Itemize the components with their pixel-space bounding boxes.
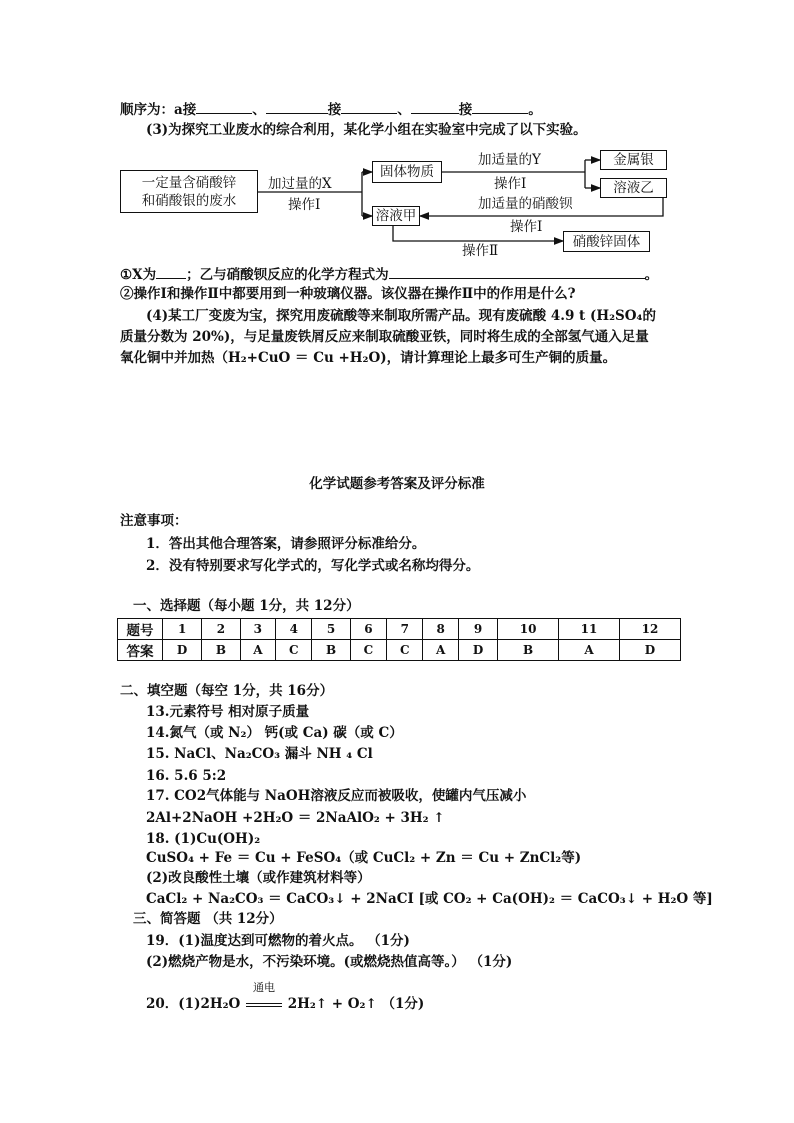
silver-box: 金属银 — [600, 150, 667, 170]
section1-heading: 一、选择题（每小题 1分，共 12分） — [133, 598, 360, 614]
step3-label: 加适量的硝酸钡 — [478, 196, 573, 212]
text: 、 — [397, 102, 411, 118]
q4-line: (4)某工厂变废为宝，探究用废硫酸等来制取所需产品。现有废硫酸 4.9 t (H₂SO₄的 — [146, 308, 656, 324]
step2-operation: 操作Ⅰ — [494, 176, 527, 192]
section3-heading: 三、简答题 （共 12分） — [133, 911, 283, 927]
table-row-numbers — [118, 619, 681, 640]
text: ①X为 — [120, 267, 157, 283]
step3-operation: 操作Ⅰ — [510, 219, 543, 235]
solution-b-box: 溶液乙 — [600, 178, 667, 198]
answer-line: 15. NaCl、Na₂CO₃ 漏斗 NH ₄ Cl — [146, 746, 373, 762]
answer-line: 19．(1)温度达到可燃物的着火点。 （1分) — [146, 933, 410, 949]
answer-line: (2)燃烧产物是水，不污染环境。(或燃烧热值高等。） （1分) — [146, 954, 513, 970]
answer-line: (2)改良酸性土壤（或作建筑材料等） — [146, 870, 371, 886]
solid-box: 固体物质 — [372, 161, 442, 183]
cell: B — [202, 640, 240, 661]
section2-heading: 二、填空题（每空 1分，共 16分） — [120, 683, 334, 699]
answer-line: 16. 5.6 5:2 — [146, 768, 227, 784]
text: 接 — [327, 102, 342, 118]
cell: D — [163, 640, 202, 661]
answer-line: 18. (1)Cu(OH)₂ — [146, 831, 261, 847]
answer-line: 14.氮气（或 N₂） 钙(或 Ca) 碳（或 C） — [146, 725, 403, 741]
row-label: 答案 — [118, 640, 163, 661]
cell: 12 — [619, 619, 680, 640]
text: 顺序为：a接 — [120, 102, 197, 118]
row-label: 题号 — [118, 619, 163, 640]
answer-line: CaCl₂ + Na₂CO₃ ＝ CaCO₃↓ + 2NaCI [或 CO₂ + Ca(OH)₂ ＝ CaCO₃↓ + H₂O 等] — [146, 891, 713, 907]
cell: C — [387, 640, 423, 661]
step1-operation: 操作Ⅰ — [288, 197, 321, 213]
text: 。 — [644, 267, 659, 283]
step1-label: 加过量的X — [268, 176, 332, 192]
text: 20．(1)2H₂O — [146, 996, 241, 1012]
q3-1-line — [120, 264, 658, 284]
answer-line: CuSO₄ + Fe ＝ Cu + FeSO₄（或 CuCl₂ + Zn ＝ Cu + ZnCl₂等) — [146, 850, 582, 866]
cell: A — [423, 640, 458, 661]
note-item: 1．答出其他合理答案，请参照评分标准给分。 — [146, 536, 426, 552]
text: 一定量含硝酸锌 — [141, 174, 237, 191]
cell: A — [240, 640, 275, 661]
answer-line: 2Al+2NaOH +2H₂O ＝ 2NaAlO₂ + 3H₂ ↑ — [146, 810, 445, 826]
cell: 9 — [458, 619, 497, 640]
cell: D — [458, 640, 497, 661]
q3-intro: (3)为探究工业废水的综合利用，某化学小组在实验室中完成了以下实验。 — [146, 122, 587, 138]
notes-heading: 注意事项： — [120, 513, 188, 529]
q20-equation — [146, 981, 425, 1013]
cell: 2 — [202, 619, 240, 640]
cell: 3 — [240, 619, 275, 640]
cell: 6 — [350, 619, 386, 640]
cell: C — [350, 640, 386, 661]
cell: B — [498, 640, 559, 661]
step4-operation: 操作Ⅱ — [462, 243, 499, 259]
step2-label: 加适量的Y — [478, 152, 541, 168]
answer-title: 化学试题参考答案及评分标准 — [309, 476, 485, 492]
answer-line: 13.元素符号 相对原子质量 — [146, 704, 310, 720]
answer-blank[interactable] — [156, 264, 186, 279]
table-row-answers — [118, 640, 681, 661]
q4-line: 氧化铜中并加热（H₂+CuO ＝ Cu +H₂O)，请计算理论上最多可生产铜的质量。 — [120, 350, 617, 366]
zinc-nitrate-box: 硝酸锌固体 — [563, 231, 650, 252]
cell: 8 — [423, 619, 458, 640]
cell: 11 — [559, 619, 620, 640]
equals-sign — [246, 1003, 282, 1007]
note-item: 2．没有特别要求写化学式的，写化学式或名称均得分。 — [146, 558, 480, 574]
cell: B — [312, 640, 350, 661]
text: ；乙与硝酸钡反应的化学方程式为 — [186, 267, 389, 283]
reaction-condition — [245, 981, 283, 1013]
answer-table — [117, 618, 681, 661]
condition-text: 通电 — [252, 981, 275, 994]
diagram-arrows — [0, 0, 794, 270]
cell: A — [559, 640, 620, 661]
start-box-wastewater — [120, 170, 258, 213]
text: 2H₂↑ + O₂↑ （1分) — [287, 996, 425, 1012]
cell: 7 — [387, 619, 423, 640]
text: 和硝酸银的废水 — [141, 192, 237, 209]
cell: C — [276, 640, 312, 661]
answer-blank[interactable] — [389, 264, 645, 279]
q4-line: 质量分数为 20%)，与足量废铁屑反应来制取硫酸亚铁，同时将生成的全部氢气通入足量 — [120, 329, 649, 345]
text: 。 — [528, 102, 542, 118]
cell: 1 — [163, 619, 202, 640]
solution-a-box: 溶液甲 — [372, 206, 420, 226]
answer-line: 17. CO2气体能与 NaOH溶液反应而被吸收，使罐内气压减小 — [146, 788, 527, 804]
cell: D — [619, 640, 680, 661]
q3-2-line: ②操作Ⅰ和操作Ⅱ中都要用到一种玻璃仪器。该仪器在操作Ⅱ中的作用是什么? — [120, 286, 576, 302]
cell: 10 — [498, 619, 559, 640]
text: 、 — [252, 102, 266, 118]
cell: 5 — [312, 619, 350, 640]
text: 接 — [458, 102, 473, 118]
cell: 4 — [276, 619, 312, 640]
